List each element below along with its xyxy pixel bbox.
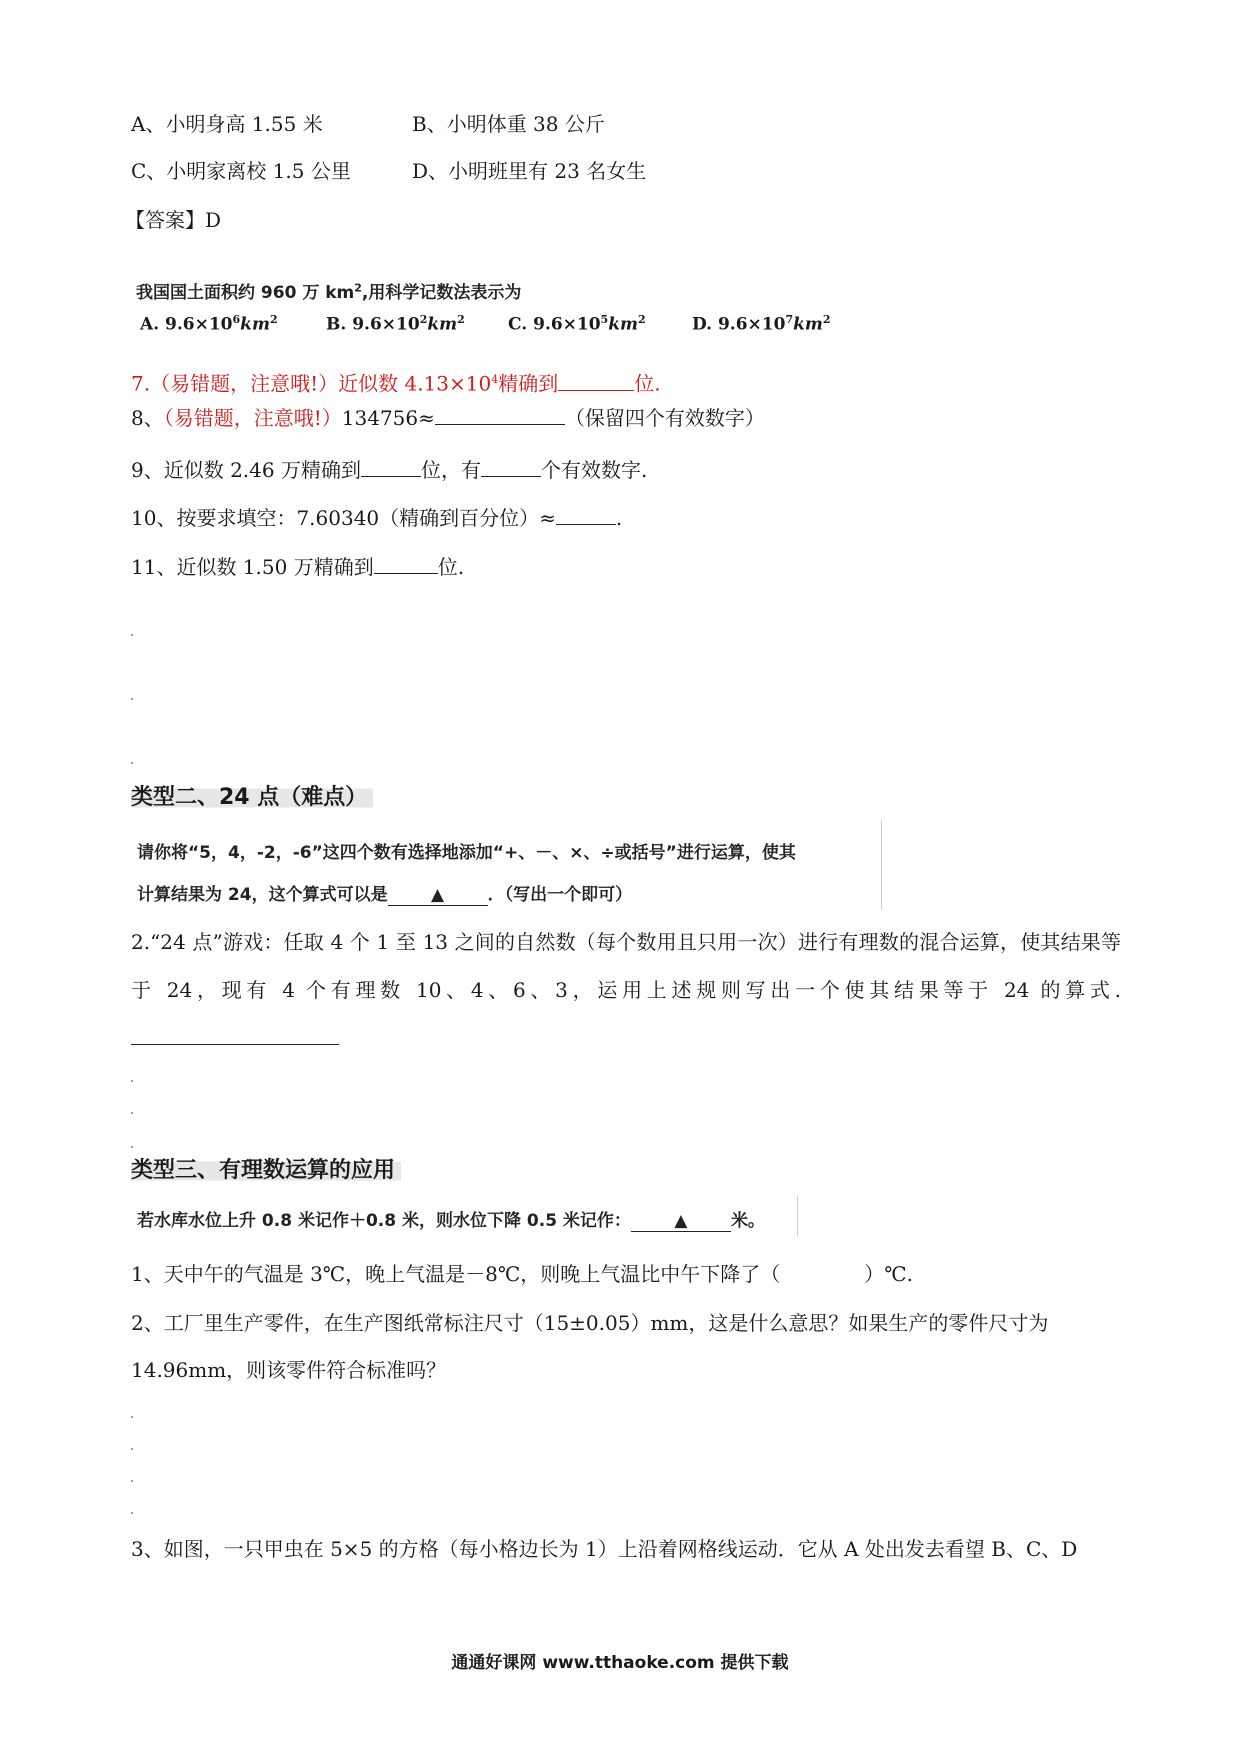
section-2-scan-line-2: 计算结果为 24，这个算式可以是 ▲ ．（写出一个即可） [137,885,633,905]
section-3-title: 类型三、有理数运算的应用 [131,1156,401,1186]
paragraph-mark [131,1448,133,1450]
area-option-a: A. $9.6\times 10^6km^2$ [140,313,278,335]
option-a: A、小明身高 1.55 米 [131,112,323,136]
section-2-question-2: 2.“24 点”游戏：任取 4 个 1 至 13 之间的自然数（每个数用且只用一次）进行有理数的混合运算，使其结果等于 24，现有 4 个有理数 10、4、6、3，运用上述规则写出一个使其结果等于 24 的算式. [131,918,1121,1062]
answer-label: 【答案】D [125,208,222,232]
paragraph-mark [131,1146,133,1148]
question-9: 9、近似数 2.46 万精确到 位，有 个有效数字. [131,458,648,482]
section-3-question-3: 3、如图，一只甲虫在 5×5 的方格（每小格边长为 1）上沿着网格线运动．它从 A 处出发去看望 B、C、D [131,1537,1078,1561]
q2-24-blank[interactable] [131,1024,339,1045]
page-footer: 通通好课网 www.tthaoke.com 提供下载 [451,1653,789,1673]
question-11: 11、近似数 1.50 万精确到 位. [131,555,465,579]
q9-blank-1[interactable] [361,456,421,477]
paragraph-mark [131,1512,133,1514]
q10-blank[interactable] [556,504,616,525]
q8-blank[interactable] [435,404,565,425]
section-3-question-2-line-2: 14.96mm，则该零件符合标准吗？ [131,1358,447,1382]
section-3-question-1: 1、天中午的气温是 3℃，晚上气温是－8℃，则晚上气温比中午下降了（ ）℃. [131,1262,914,1286]
triangle-blank [631,1211,731,1232]
option-c: C、小明家离校 1.5 公里 [131,159,351,183]
question-7: 7.（易错题，注意哦!）近似数 $4.13\times 10^4$精确到 位. [131,371,661,396]
question-10: 10、按要求填空：7.60340（精确到百分位）≈ . [131,506,623,530]
option-d: D、小明班里有 23 名女生 [412,159,647,183]
paragraph-mark [131,1416,133,1418]
section-3-scan-line: 若水库水位上升 0.8 米记作＋0.8 米，则水位下降 0.5 米记作： ▲ 米。 [137,1211,765,1231]
paragraph-mark [131,698,133,700]
area-option-b: B. $9.6\times 10^2km^2$ [326,313,465,335]
option-b: B、小明体重 38 公斤 [412,112,605,136]
paragraph-mark [131,634,133,636]
section-2-title: 类型二、24 点（难点） [131,783,373,813]
paragraph-mark [131,1480,133,1482]
area-option-c: C. $9.6\times 10^5km^2$ [508,313,646,335]
paragraph-mark [131,1080,133,1082]
triangle-blank [388,885,488,906]
area-question-stem: 我国国土面积约 960 万 $km^2$,用科学记数法表示为 [136,281,522,303]
area-option-d: D. $9.6\times 10^7km^2$ [692,313,831,335]
q9-blank-2[interactable] [481,456,541,477]
q7-blank[interactable] [558,370,634,391]
question-8: 8、（易错题，注意哦!）134756≈ （保留四个有效数字） [131,406,765,430]
triangle-icon: ▲ [431,885,445,905]
paragraph-mark [131,1112,133,1114]
section-3-question-2-line-1: 2、工厂里生产零件，在生产图纸常标注尺寸（15±0.05）mm，这是什么意思？如果生产的零件尺寸为 [131,1311,1049,1335]
paragraph-mark [131,762,133,764]
q11-blank[interactable] [374,553,438,574]
section-2-scan-line-1: 请你将“5，4，-2，-6”这四个数有选择地添加“+、－、×、÷或括号”进行运算，使其 [137,843,796,863]
triangle-icon: ▲ [674,1211,688,1231]
